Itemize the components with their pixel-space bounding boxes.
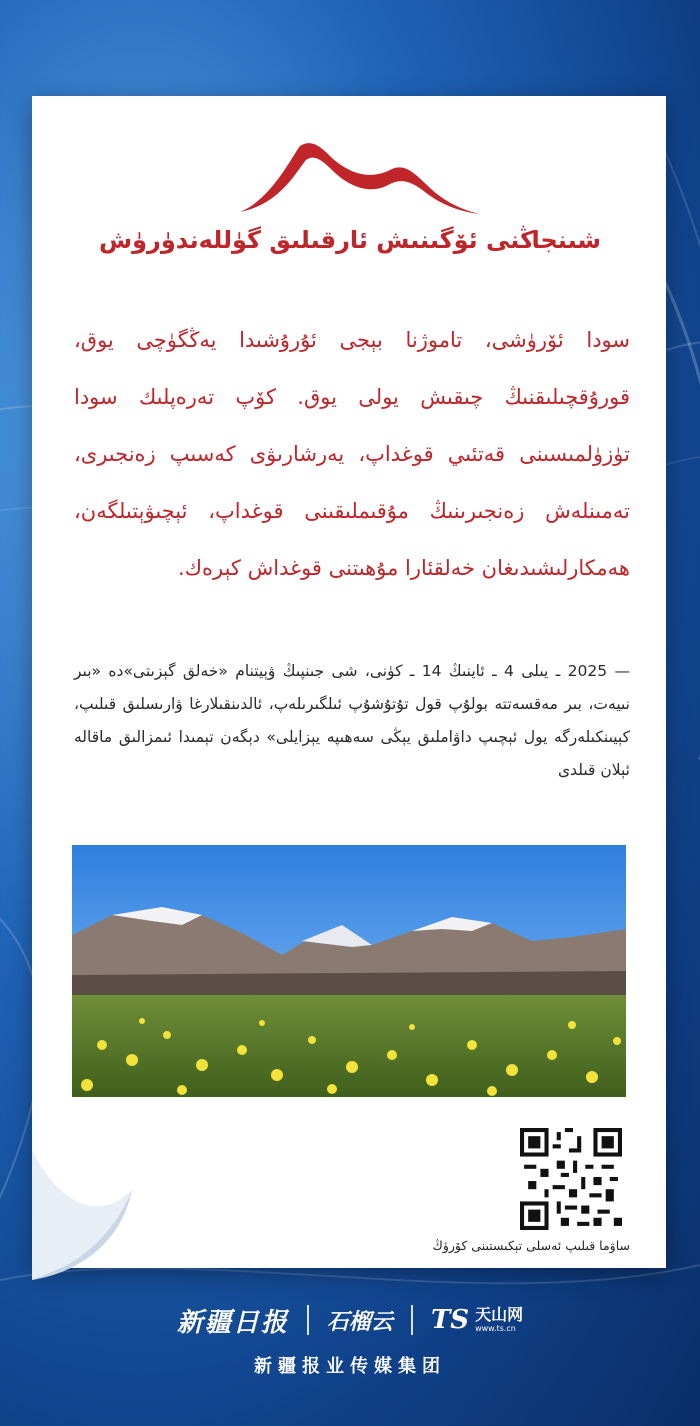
qr-caption: ساۋما قىلىپ ئەسلى تېكىستىنى كۆرۈڭ — [432, 1238, 630, 1253]
mountain-logo-icon — [240, 140, 480, 220]
ts-brand-name: 天山网 — [475, 1305, 524, 1324]
brand-xinjiang-daily: 新疆日报 — [176, 1307, 289, 1338]
ts-brand-url: www.ts.cn — [475, 1324, 516, 1333]
ts-logo-icon: TS — [430, 1305, 470, 1335]
footer-divider — [411, 1305, 413, 1335]
quote-body: سودا ئۆرۈشى، تاموژنا بېجى ئۇرۇشىدا يەڭگۈچى يوق، قورۇقچىلىقنىڭ چىقىش يولى يوق. كۆپ تەرەپلىك سودا تۈزۈلمىسىنى قەتئىي قوغداپ، يەرشارىۋى كەسىپ زەنجىرى، تەمىنلەش زەنجىرىنىڭ مۇقىملىقىنى قوغداپ، ئېچىۋېتىلگەن، ھەمكارلىشىدىغان خەلقئارا مۇھىتنى قوغداش كېرەك. — [74, 328, 630, 580]
brand-tianshan-net — [431, 1305, 523, 1335]
source-citation: — 2025 ـ يىلى 4 ـ ئاينىڭ 14 ـ كۈنى، شى جىنپىڭ ۋېيتنام «خەلق گېزىتى»دە «بىر نىيەت، بىر مەقسەتتە بولۇپ قول تۇتۇشۇپ ئىلگىرىلەپ، ئالدىنقىلارغا ۋارىسلىق قىلىپ، كېيىنكىلەرگە يول ئېچىپ داۋاملىق يېڭى سەھىپە يېزايلى» دېگەن تېمىدا ئىمزالىق ماقالە ئېلان قىلدى — [74, 662, 630, 779]
landscape-photo — [72, 845, 626, 1097]
footer-divider — [307, 1305, 309, 1335]
qr-code-icon[interactable] — [520, 1128, 622, 1230]
footer-logos — [0, 1296, 700, 1344]
media-group-name: 新疆报业传媒集团 — [254, 1356, 446, 1377]
page-title: شىنجاڭنى ئۆگىنىش ئارقىلىق گۈللەندۈرۈش — [99, 226, 601, 254]
brand-shiliu-cloud: 石榴云 — [326, 1308, 393, 1335]
